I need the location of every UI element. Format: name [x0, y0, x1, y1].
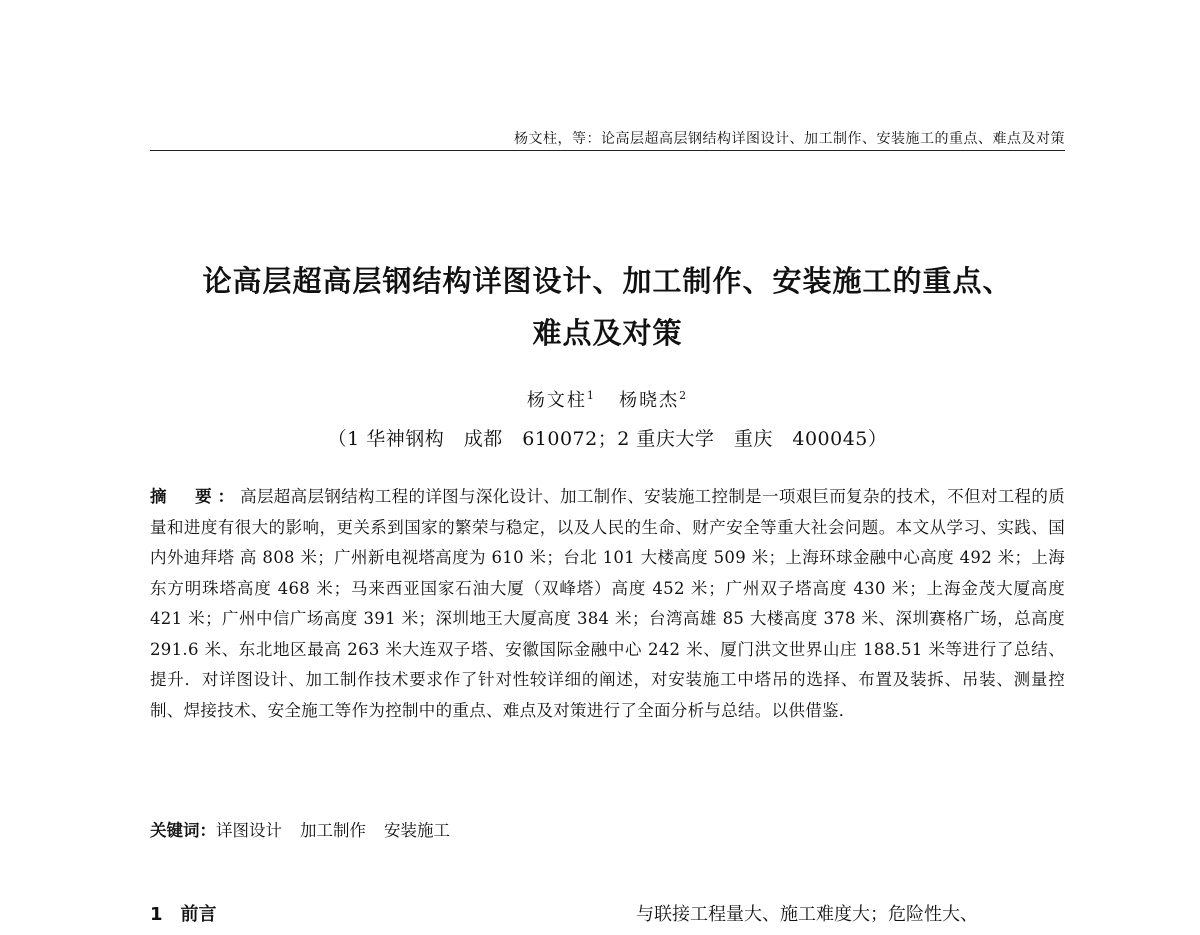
keyword: 详图设计: [216, 821, 282, 840]
author-affil-mark: 1: [586, 389, 596, 402]
right-column-text: 与联接工程量大、施工难度大；危险性大、: [636, 904, 978, 925]
header-rule: [150, 150, 1065, 151]
keyword: 安装施工: [384, 821, 450, 840]
abstract-text: 高层超高层钢结构工程的详图与深化设计、加工制作、安装施工控制是一项艰巨而复杂的技术，不但对工程的质量和进度有很大的影响，更关系到国家的繁荣与稳定，以及人民的生命、财产安全等重大社会问题。本文从学习、实践、国内外迪拜塔 高 808 米；广州新电视塔高度为 610 米；台北 101 大楼高度 509 米；上海环球金融中心高度 492 米；上海东方明珠塔高度 468 米；马来西亚国家石油大厦（双峰塔）高度 452 米；广州双子塔高度 430 米；上海金茂大厦高度 421 米；广州中信广场高度 391 米；深圳地王大厦高度 384 米；台湾高雄 85 大楼高度 378 米、深圳赛格广场，总高度 291.6 米、东北地区最高 263 米大连双子塔、安徽国际金融中心 242 米、厦门洪文世界山庄 188.51 米等进行了总结、提升．对详图设计、加工制作技术要求作了针对性较详细的阐述，对安装施工中塔吊的选择、布置及装拆、吊装、测量控制、焊接技术、安全施工等作为控制中的重点、难点及对策进行了全面分析与总结。以供借鉴．: [150, 487, 1065, 720]
running-header: 杨文柱，等：论高层超高层钢结构详图设计、加工制作、安装施工的重点、难点及对策: [514, 131, 1065, 147]
author-list: [150, 386, 1065, 412]
section-title: 前言: [180, 904, 217, 925]
author-affil-mark: 2: [679, 389, 689, 402]
section-heading: [150, 900, 217, 926]
title-line-2: 难点及对策: [532, 316, 683, 351]
abstract: [150, 482, 1065, 726]
abstract-label: 摘 要：: [150, 487, 241, 506]
paper-title: [150, 255, 1065, 359]
keywords: [150, 817, 1065, 841]
section-number: 1: [150, 904, 163, 925]
author-name: 杨晓杰: [619, 390, 680, 411]
author-name: 杨文柱: [526, 390, 587, 411]
affiliation: （1 华神钢构 成都 610072；2 重庆大学 重庆 400045）: [327, 428, 888, 450]
keywords-label: 关键词：: [150, 821, 216, 840]
keyword: 加工制作: [300, 821, 366, 840]
title-line-1: 论高层超高层钢结构详图设计、加工制作、安装施工的重点、: [202, 264, 1013, 299]
